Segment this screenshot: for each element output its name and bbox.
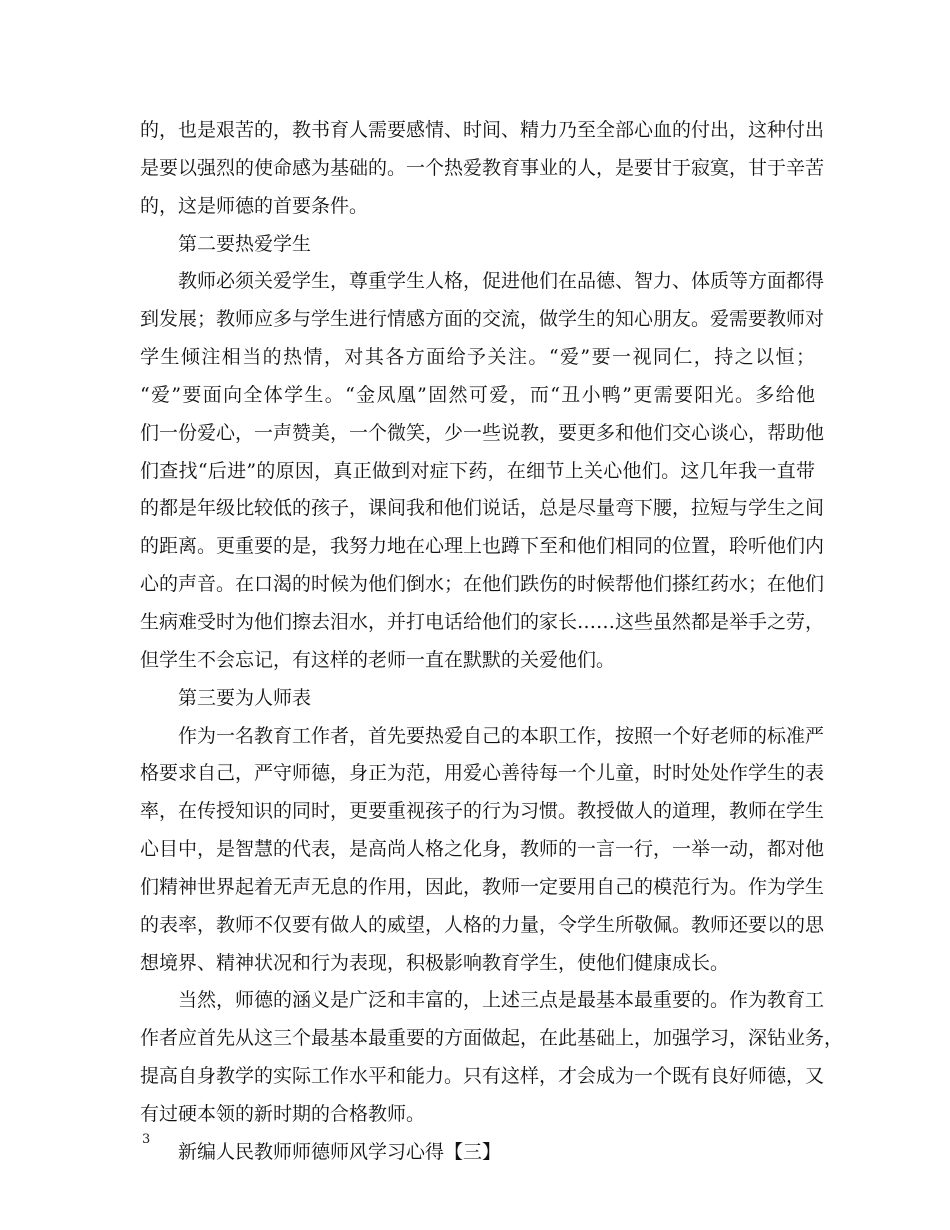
text-line: 的表率，教师不仅要有做人的威望，人格的力量，令学生所敬佩。教师还要以的思 — [140, 913, 825, 936]
text-line: 想境界、精神状况和行为表现，积极影响教育学生，使他们健康成长。 — [140, 951, 730, 974]
text-line: 的，这是师德的首要条件。 — [140, 194, 369, 217]
text-line: 第三要为人师表 — [178, 686, 312, 709]
text-line: 学生倾注相当的热情，对其各方面给予关注。“爱”要一视同仁，持之以恒； — [140, 346, 815, 369]
text-line: 心目中，是智慧的代表，是高尚人格之化身，教师的一言一行，一举一动，都对他 — [140, 838, 825, 861]
text-line: 们精神世界起着无声无息的作用，因此，教师一定要用自己的模范行为。作为学生 — [140, 875, 825, 898]
text-line: 们一份爱心，一声赞美，一个微笑，少一些说教，要更多和他们交心谈心，帮助他 — [140, 421, 825, 444]
text-line: 的距离。更重要的是，我努力地在心理上也蹲下至和他们相同的位置，聆听他们内 — [140, 535, 825, 558]
text-line: 有过硬本领的新时期的合格教师。 — [140, 1102, 426, 1125]
text-line: 的，也是艰苦的，教书育人需要感情、时间、精力乃至全部心血的付出，这种付出 — [140, 119, 825, 141]
page-number: 3 — [142, 1132, 151, 1147]
text-line: 是要以强烈的使命感为基础的。一个热爱教育事业的人，是要甘于寂寞，甘于辛苦 — [140, 156, 825, 179]
text-line: 新编人民教师师德师风学习心得【三】 — [178, 1140, 502, 1163]
text-line: “爱”要面向全体学生。“金凤凰”固然可爱，而“丑小鸭”更需要阳光。多给他 — [140, 383, 815, 406]
text-line: 但学生不会忘记，有这样的老师一直在默默的关爱他们。 — [140, 648, 616, 671]
text-line: 当然，师德的涵义是广泛和丰富的，上述三点是最基本最重要的。作为教育工 — [178, 989, 825, 1012]
text-line: 提高自身教学的实际工作水平和能力。只有这样，才会成为一个既有良好师德，又 — [140, 1065, 825, 1088]
text-line: 教师必须关爱学生，尊重学生人格，促进他们在品德、智力、体质等方面都得 — [178, 270, 825, 293]
document-body — [140, 112, 844, 1172]
text-line: 作者应首先从这三个最基本最重要的方面做起，在此基础上，加强学习，深钻业务， — [140, 1027, 844, 1050]
text-line: 作为一名教育工作者，首先要热爱自己的本职工作，按照一个好老师的标准严 — [178, 724, 825, 747]
text-line: 们查找“后进”的原因，真正做到对症下药，在细节上关心他们。这几年我一直带 — [140, 459, 815, 482]
text-line: 生病难受时为他们擦去泪水，并打电话给他们的家长……这些虽然都是举手之劳， — [140, 610, 825, 633]
text-line: 到发展；教师应多与学生进行情感方面的交流，做学生的知心朋友。爱需要教师对 — [140, 308, 825, 331]
text-line: 第二要热爱学生 — [178, 232, 312, 255]
text-line: 的都是年级比较低的孩子，课间我和他们说话，总是尽量弯下腰，拉短与学生之间 — [140, 497, 825, 520]
text-line: 心的声音。在口渴的时候为他们倒水；在他们跌伤的时候帮他们搽红药水；在他们 — [140, 573, 825, 596]
text-line: 率，在传授知识的同时，更要重视孩子的行为习惯。教授做人的道理，教师在学生 — [140, 800, 825, 823]
text-line: 格要求自己，严守师德，身正为范，用爱心善待每一个儿童，时时处处作学生的表 — [140, 762, 825, 785]
